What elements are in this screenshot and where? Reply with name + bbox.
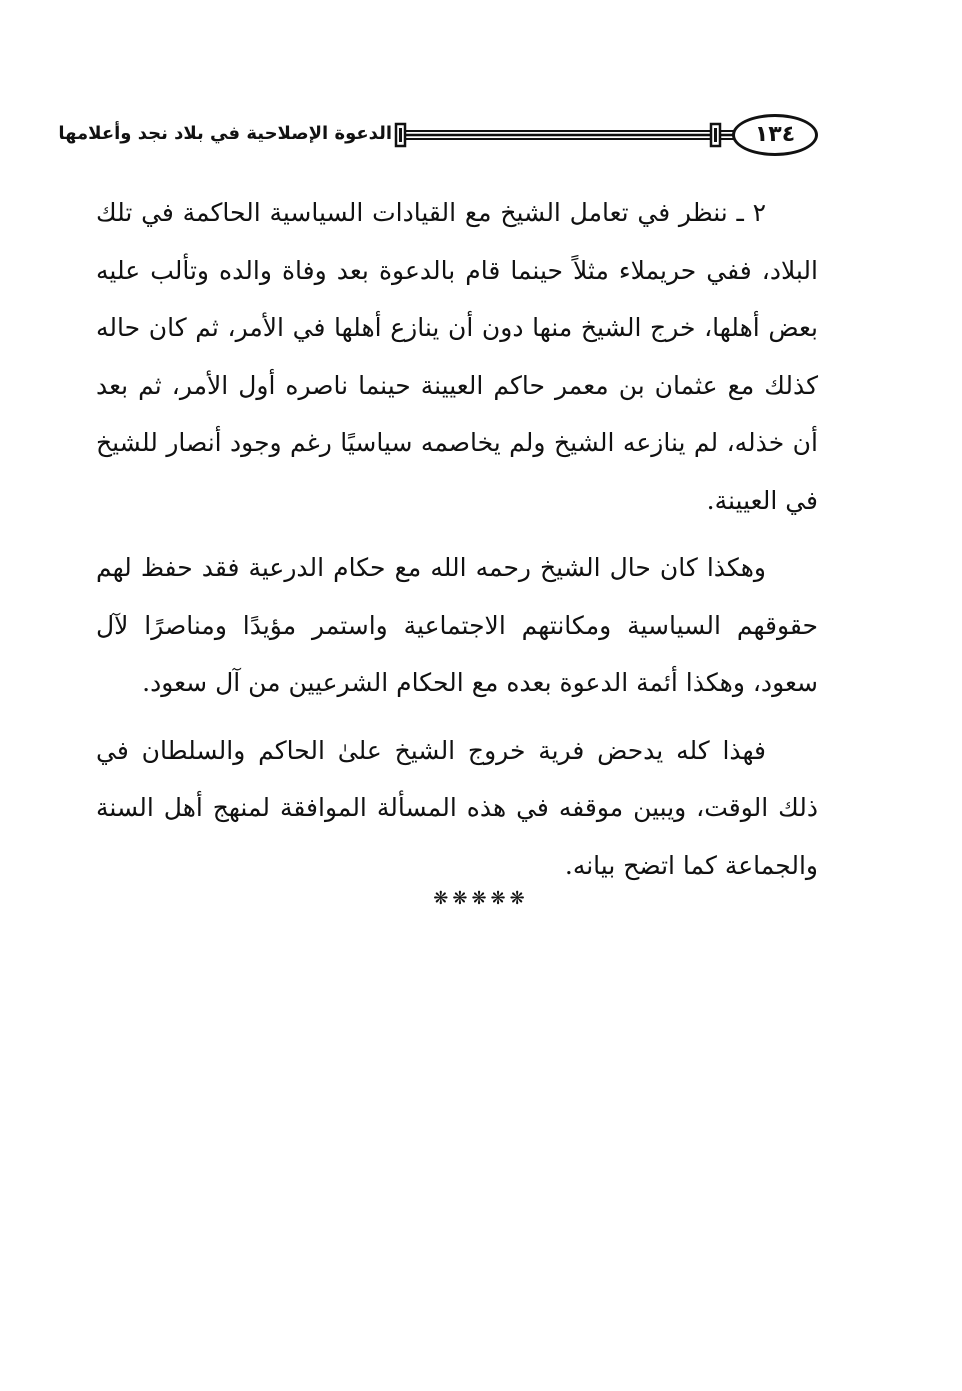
paragraph-point-2: ٢ ـ ننظر في تعامل الشيخ مع القيادات السياسية الحاكمة في تلك البلاد، ففي حريملاء مثلاً حينما قام بالدعوة بعد وفاة والده وتألب عليه بعض أهلها، خرج الشيخ منها دون أن ينازع أهلها في الأمر، ثم كان حاله كذلك مع عثمان بن معمر حاكم العيينة حينما ناصره أول الأمر، ثم بعد أن خذله، لم ينازعه الشيخ ولم يخاصمه سياسيًا رغم وجود أنصار للشيخ في العيينة. [96,198,818,515]
paragraph-conclusion: فهذا كله يدحض فرية خروج الشيخ علىٰ الحاكم والسلطان في ذلك الوقت، ويبين موقفه في هذه المسألة الموافقة لمنهج أهل السنة والجماعة كما اتضح بيانه. [96,735,818,880]
section-end-ornament: ❋❋❋❋❋ [433,888,529,909]
page-header [58,112,822,158]
page-number: ١٣٤ [732,114,818,156]
paragraph-diriyah-rulers: وهكذا كان حال الشيخ رحمه الله مع حكام الدرعية فقد حفظ لهم حقوقهم السياسية ومكانتهم الاجتماعية واستمر مؤيدًا ومناصرًا لآل سعود، وهكذا أئمة الدعوة بعده مع الحكام الشرعيين من آل سعود. [96,553,818,697]
running-title: الدعوة الإصلاحية في بلاد نجد وأعلامها [58,123,392,144]
page-body [96,184,818,904]
